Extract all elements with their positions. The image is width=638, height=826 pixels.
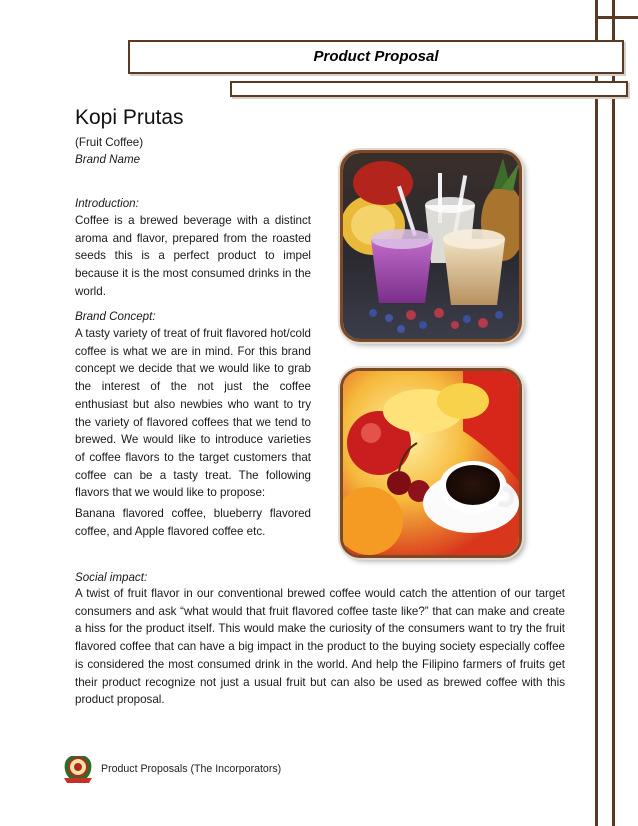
smoothie-photo [340,150,522,342]
footer-text: Product Proposals (The Incorporators) [101,763,282,775]
decorative-vertical-rule-left [595,0,598,826]
fruit-coffee-photo [340,368,522,558]
subtitle-bar [230,81,628,97]
page-title: Product Proposal [313,48,439,65]
decorative-horizontal-rule-top [595,16,638,19]
brand-concept-body: A tasty variety of treat of fruit flavored hot/cold coffee is what we are in mind. For this brand concept we decide that we would like to grab the interest of the not just the coffee enthusiast but also newbies who want to try the variety of flavored coffees that we tend to brewed. We would like to introduce varieties of coffee flavors to the target customers that coffee can be a tasty treat. The following flavors that we would like to propose: [75,327,311,500]
social-impact-heading: Social impact: [75,571,148,584]
introduction-heading: Introduction: [75,197,139,210]
title-banner [128,40,624,74]
brand-concept-flavors: Banana flavored coffee, blueberry flavored coffee, and Apple flavored coffee etc. [75,507,311,538]
decorative-vertical-rule-right [612,0,615,826]
brand-caption: Brand Name [75,153,141,166]
school-seal-icon [61,752,95,789]
social-impact-body: A twist of fruit flavor in our conventional brewed coffee would catch the attention of our target consumers and ask “what would that fruit flavored coffee taste like?” that can make and create a hiss for the product itself. This would make the curiosity of the consumers want to try the fruit flavored coffee that can have a big impact in the product to the buying society especially coffee is considered the most consumed drink in the world. And help the Filipino farmers of fruits get their product recognize not just a usual fruit but can also be used as brewed coffee with this product proposal. [75,587,565,707]
introduction-body: Coffee is a brewed beverage with a distinct aroma and flavor, prepared from the roasted seeds this is a perfect product to impel because it is the most consumed drinks in the world. [75,214,311,298]
brand-concept-heading: Brand Concept: [75,310,156,323]
brand-name: Kopi Prutas [75,106,184,129]
brand-translation: (Fruit Coffee) [75,136,144,149]
